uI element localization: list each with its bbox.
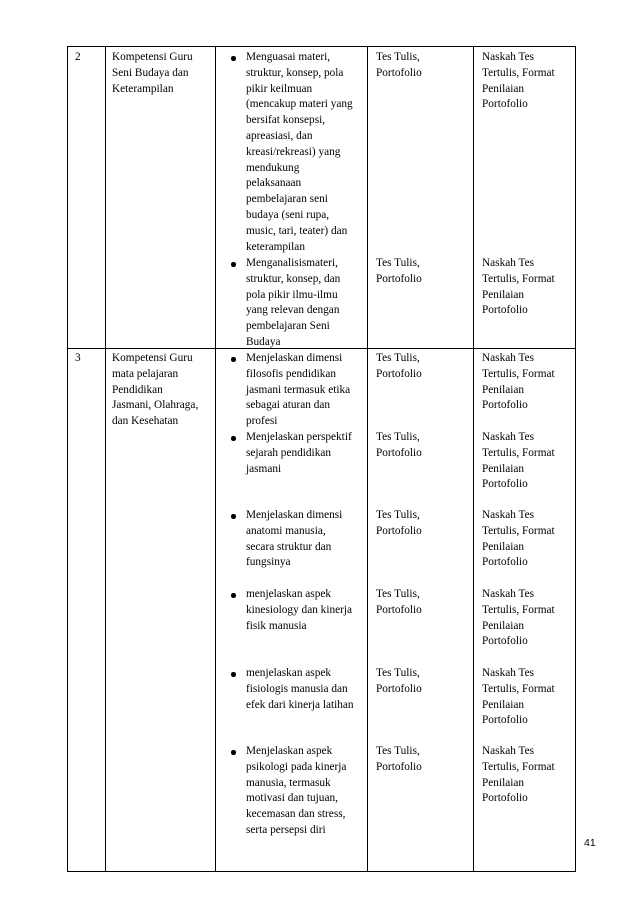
assessment-instrument: Tertulis, Format: [482, 446, 555, 459]
indicator-text: pembelajaran Seni: [246, 320, 330, 333]
assessment-method: Portofolio: [376, 524, 422, 537]
indicator-text: psikologi pada kinerja: [246, 760, 347, 773]
indicator-text: filosofis pendidikan: [246, 367, 337, 380]
bullet-icon: [231, 514, 236, 519]
indicator-text: Menjelaskan dimensi: [246, 509, 343, 521]
indicator-text: budaya (seni rupa,: [246, 209, 330, 221]
assessment-instrument: Penilaian: [482, 383, 525, 396]
competency-text: Kompetensi Guru: [112, 51, 193, 63]
assessment-method: Tes Tulis,: [376, 51, 420, 63]
indicator-text: apreasiasi, dan: [246, 130, 313, 142]
assessment-instrument: Penilaian: [482, 288, 525, 301]
assessment-instrument: Penilaian: [482, 82, 525, 95]
assessment-instrument: Naskah Tes: [482, 509, 535, 521]
indicator-text: bersifat konsepsi,: [246, 114, 326, 127]
competency-text: dan Kesehatan: [112, 415, 179, 428]
competency-text: Keterampilan: [112, 82, 174, 95]
indicator-text: jasmani: [246, 462, 282, 475]
row-divider: [67, 348, 576, 349]
indicator-text: Menganalisismateri,: [246, 257, 338, 269]
assessment-instrument: Penilaian: [482, 698, 525, 711]
competency-text: Pendidikan: [112, 383, 163, 396]
column-border-method: [473, 46, 474, 872]
assessment-instrument: Portofolio: [482, 635, 528, 648]
indicator-text: (mencakup materi yang: [246, 98, 353, 111]
assessment-method: Portofolio: [376, 66, 422, 79]
competency-text: Seni Budaya dan: [112, 66, 189, 79]
assessment-instrument: Penilaian: [482, 619, 525, 632]
assessment-method: Tes Tulis,: [376, 257, 420, 269]
assessment-instrument: Portofolio: [482, 792, 528, 805]
indicator-text: pikir keilmuan: [246, 82, 313, 95]
competency-text: Kompetensi Guru: [112, 352, 193, 364]
column-border-right: [575, 46, 576, 872]
assessment-instrument: Portofolio: [482, 304, 528, 317]
assessment-method: Tes Tulis,: [376, 667, 420, 679]
assessment-instrument: Penilaian: [482, 776, 525, 789]
competency-text: mata pelajaran: [112, 367, 179, 380]
assessment-instrument: Portofolio: [482, 556, 528, 569]
indicator-text: menjelaskan aspek: [246, 667, 332, 679]
indicator-text: pembelajaran seni: [246, 193, 328, 206]
competency-text: Jasmani, Olahraga,: [112, 399, 199, 412]
column-border-left: [67, 46, 68, 872]
assessment-method: Portofolio: [376, 367, 422, 380]
indicator-text: yang relevan dengan: [246, 304, 340, 317]
assessment-instrument: Portofolio: [482, 714, 528, 727]
indicator-text: fisiologis manusia dan: [246, 682, 348, 695]
indicator-text: efek dari kinerja latihan: [246, 698, 354, 711]
bullet-icon: [231, 593, 236, 598]
indicator-text: serta persepsi diri: [246, 824, 326, 836]
column-border-competency: [215, 46, 216, 872]
indicator-text: struktur, konsep, dan: [246, 272, 341, 285]
indicator-text: keterampilan: [246, 240, 305, 253]
assessment-instrument: Tertulis, Format: [482, 760, 555, 773]
indicator-text: sejarah pendidikan: [246, 446, 332, 459]
indicator-text: struktur, konsep, pola: [246, 66, 344, 79]
indicator-text: Budaya: [246, 336, 281, 348]
assessment-instrument: Naskah Tes: [482, 667, 535, 679]
indicator-text: fisik manusia: [246, 619, 307, 632]
assessment-instrument: Portofolio: [482, 98, 528, 111]
assessment-instrument: Naskah Tes: [482, 257, 535, 269]
bullet-icon: [231, 672, 236, 677]
table-bottom-border: [67, 871, 576, 872]
assessment-method: Tes Tulis,: [376, 745, 420, 757]
page-number: 41: [584, 837, 596, 849]
assessment-instrument: Tertulis, Format: [482, 603, 555, 616]
indicator-text: anatomi manusia,: [246, 524, 326, 537]
assessment-method: Tes Tulis,: [376, 588, 420, 600]
indicator-text: motivasi dan tujuan,: [246, 792, 338, 805]
indicator-text: menjelaskan aspek: [246, 588, 332, 600]
bullet-icon: [231, 436, 236, 441]
indicator-text: sebagai aturan dan: [246, 399, 331, 412]
indicator-text: kinesiology dan kinerja: [246, 603, 353, 616]
indicator-text: kecemasan dan stress,: [246, 808, 346, 821]
assessment-instrument: Naskah Tes: [482, 588, 535, 600]
assessment-method: Portofolio: [376, 603, 422, 616]
indicator-text: Menjelaskan dimensi: [246, 352, 343, 364]
indicator-text: music, tari, teater) dan: [246, 224, 348, 237]
indicator-text: Menjelaskan aspek: [246, 745, 333, 757]
indicator-text: kreasi/rekreasi) yang: [246, 145, 341, 158]
indicator-text: pelaksanaan: [246, 177, 302, 190]
assessment-instrument: Penilaian: [482, 462, 525, 475]
assessment-instrument: Tertulis, Format: [482, 524, 555, 537]
table-top-border: [67, 46, 576, 47]
indicator-text: manusia, termasuk: [246, 776, 331, 789]
assessment-method: Portofolio: [376, 272, 422, 285]
indicator-text: Menguasai materi,: [246, 51, 331, 63]
assessment-instrument: Tertulis, Format: [482, 66, 555, 79]
assessment-method: Tes Tulis,: [376, 352, 420, 364]
bullet-icon: [231, 56, 236, 61]
indicator-text: secara struktur dan: [246, 540, 332, 553]
assessment-instrument: Naskah Tes: [482, 51, 535, 63]
bullet-icon: [231, 750, 236, 755]
assessment-method: Portofolio: [376, 446, 422, 459]
bullet-icon: [231, 262, 236, 267]
assessment-instrument: Portofolio: [482, 399, 528, 412]
indicator-text: profesi: [246, 415, 278, 428]
assessment-instrument: Penilaian: [482, 540, 525, 553]
indicator-text: fungsinya: [246, 556, 291, 569]
assessment-instrument: Naskah Tes: [482, 431, 535, 443]
row-number: 3: [75, 352, 81, 364]
column-border-indicator: [367, 46, 368, 872]
assessment-instrument: Tertulis, Format: [482, 272, 555, 285]
assessment-method: Tes Tulis,: [376, 431, 420, 443]
assessment-instrument: Tertulis, Format: [482, 367, 555, 380]
indicator-text: Menjelaskan perspektif: [246, 431, 352, 443]
column-border-no: [105, 46, 106, 872]
indicator-text: jasmani termasuk etika: [246, 383, 351, 396]
indicator-text: pola pikir ilmu-ilmu: [246, 288, 338, 301]
assessment-instrument: Tertulis, Format: [482, 682, 555, 695]
assessment-instrument: Naskah Tes: [482, 745, 535, 757]
assessment-instrument: Naskah Tes: [482, 352, 535, 364]
bullet-icon: [231, 357, 236, 362]
assessment-method: Portofolio: [376, 682, 422, 695]
row-number: 2: [75, 51, 81, 63]
assessment-instrument: Portofolio: [482, 478, 528, 491]
indicator-text: mendukung: [246, 161, 300, 174]
assessment-method: Tes Tulis,: [376, 509, 420, 521]
assessment-method: Portofolio: [376, 760, 422, 773]
